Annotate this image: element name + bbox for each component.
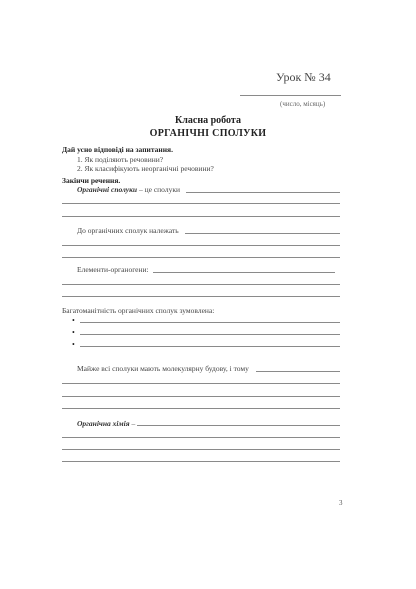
answer-line[interactable] [186, 192, 340, 193]
sentence-organic-chemistry [77, 419, 135, 428]
term-organic-chemistry: Органічна хімія [77, 419, 130, 428]
lesson-number: Урок № 34 [276, 70, 331, 84]
question-1: 1. Як поділяють речовини? [77, 155, 164, 164]
answer-line[interactable] [62, 296, 340, 297]
answer-line[interactable] [62, 408, 340, 409]
sentence-organic-compounds-rest: – це сполуки [137, 185, 180, 194]
page-title: Класна робота [175, 115, 241, 126]
date-caption: (число, місяць) [280, 100, 326, 108]
answer-line[interactable] [62, 257, 340, 258]
answer-line[interactable] [80, 334, 340, 335]
answer-line[interactable] [137, 425, 340, 426]
answer-line[interactable] [62, 437, 340, 438]
date-line[interactable] [240, 95, 341, 96]
answer-line[interactable] [80, 346, 340, 347]
answer-line[interactable] [62, 284, 340, 285]
sentence-belong: До органічних сполук належать [77, 226, 179, 235]
sentence-diversity: Багатоманітність органічних сполук зумовлена: [62, 306, 215, 315]
answer-line[interactable] [256, 371, 340, 372]
sentence-organic-chemistry-rest: – [129, 419, 136, 428]
sentence-organogens: Елементи-органогени: [77, 265, 149, 274]
page-number: 3 [339, 499, 343, 507]
sentence-organic-compounds [77, 185, 180, 194]
answer-line[interactable] [153, 272, 335, 273]
answer-line[interactable] [62, 449, 340, 450]
term-organic-compounds: Органічні сполуки [77, 185, 138, 194]
answer-line[interactable] [185, 233, 340, 234]
answer-line[interactable] [62, 396, 340, 397]
sentence-molecular: Майже всі сполуки мають молекулярну будову, і тому [77, 364, 249, 373]
answer-line[interactable] [62, 245, 340, 246]
answer-line[interactable] [62, 203, 340, 204]
page-subtitle: ОРГАНІЧНІ СПОЛУКИ [149, 128, 267, 139]
answer-line[interactable] [80, 322, 340, 323]
answer-line[interactable] [62, 461, 340, 462]
question-2: 2. Як класифікують неорганічні речовини? [77, 164, 214, 173]
task2-heading: Закінчи речення. [62, 176, 121, 185]
bullet-marker: • [72, 340, 75, 349]
answer-line[interactable] [62, 383, 340, 384]
bullet-marker: • [72, 316, 75, 325]
task1-heading: Дай усно відповіді на запитання. [62, 145, 173, 154]
answer-line[interactable] [62, 216, 340, 217]
bullet-marker: • [72, 328, 75, 337]
